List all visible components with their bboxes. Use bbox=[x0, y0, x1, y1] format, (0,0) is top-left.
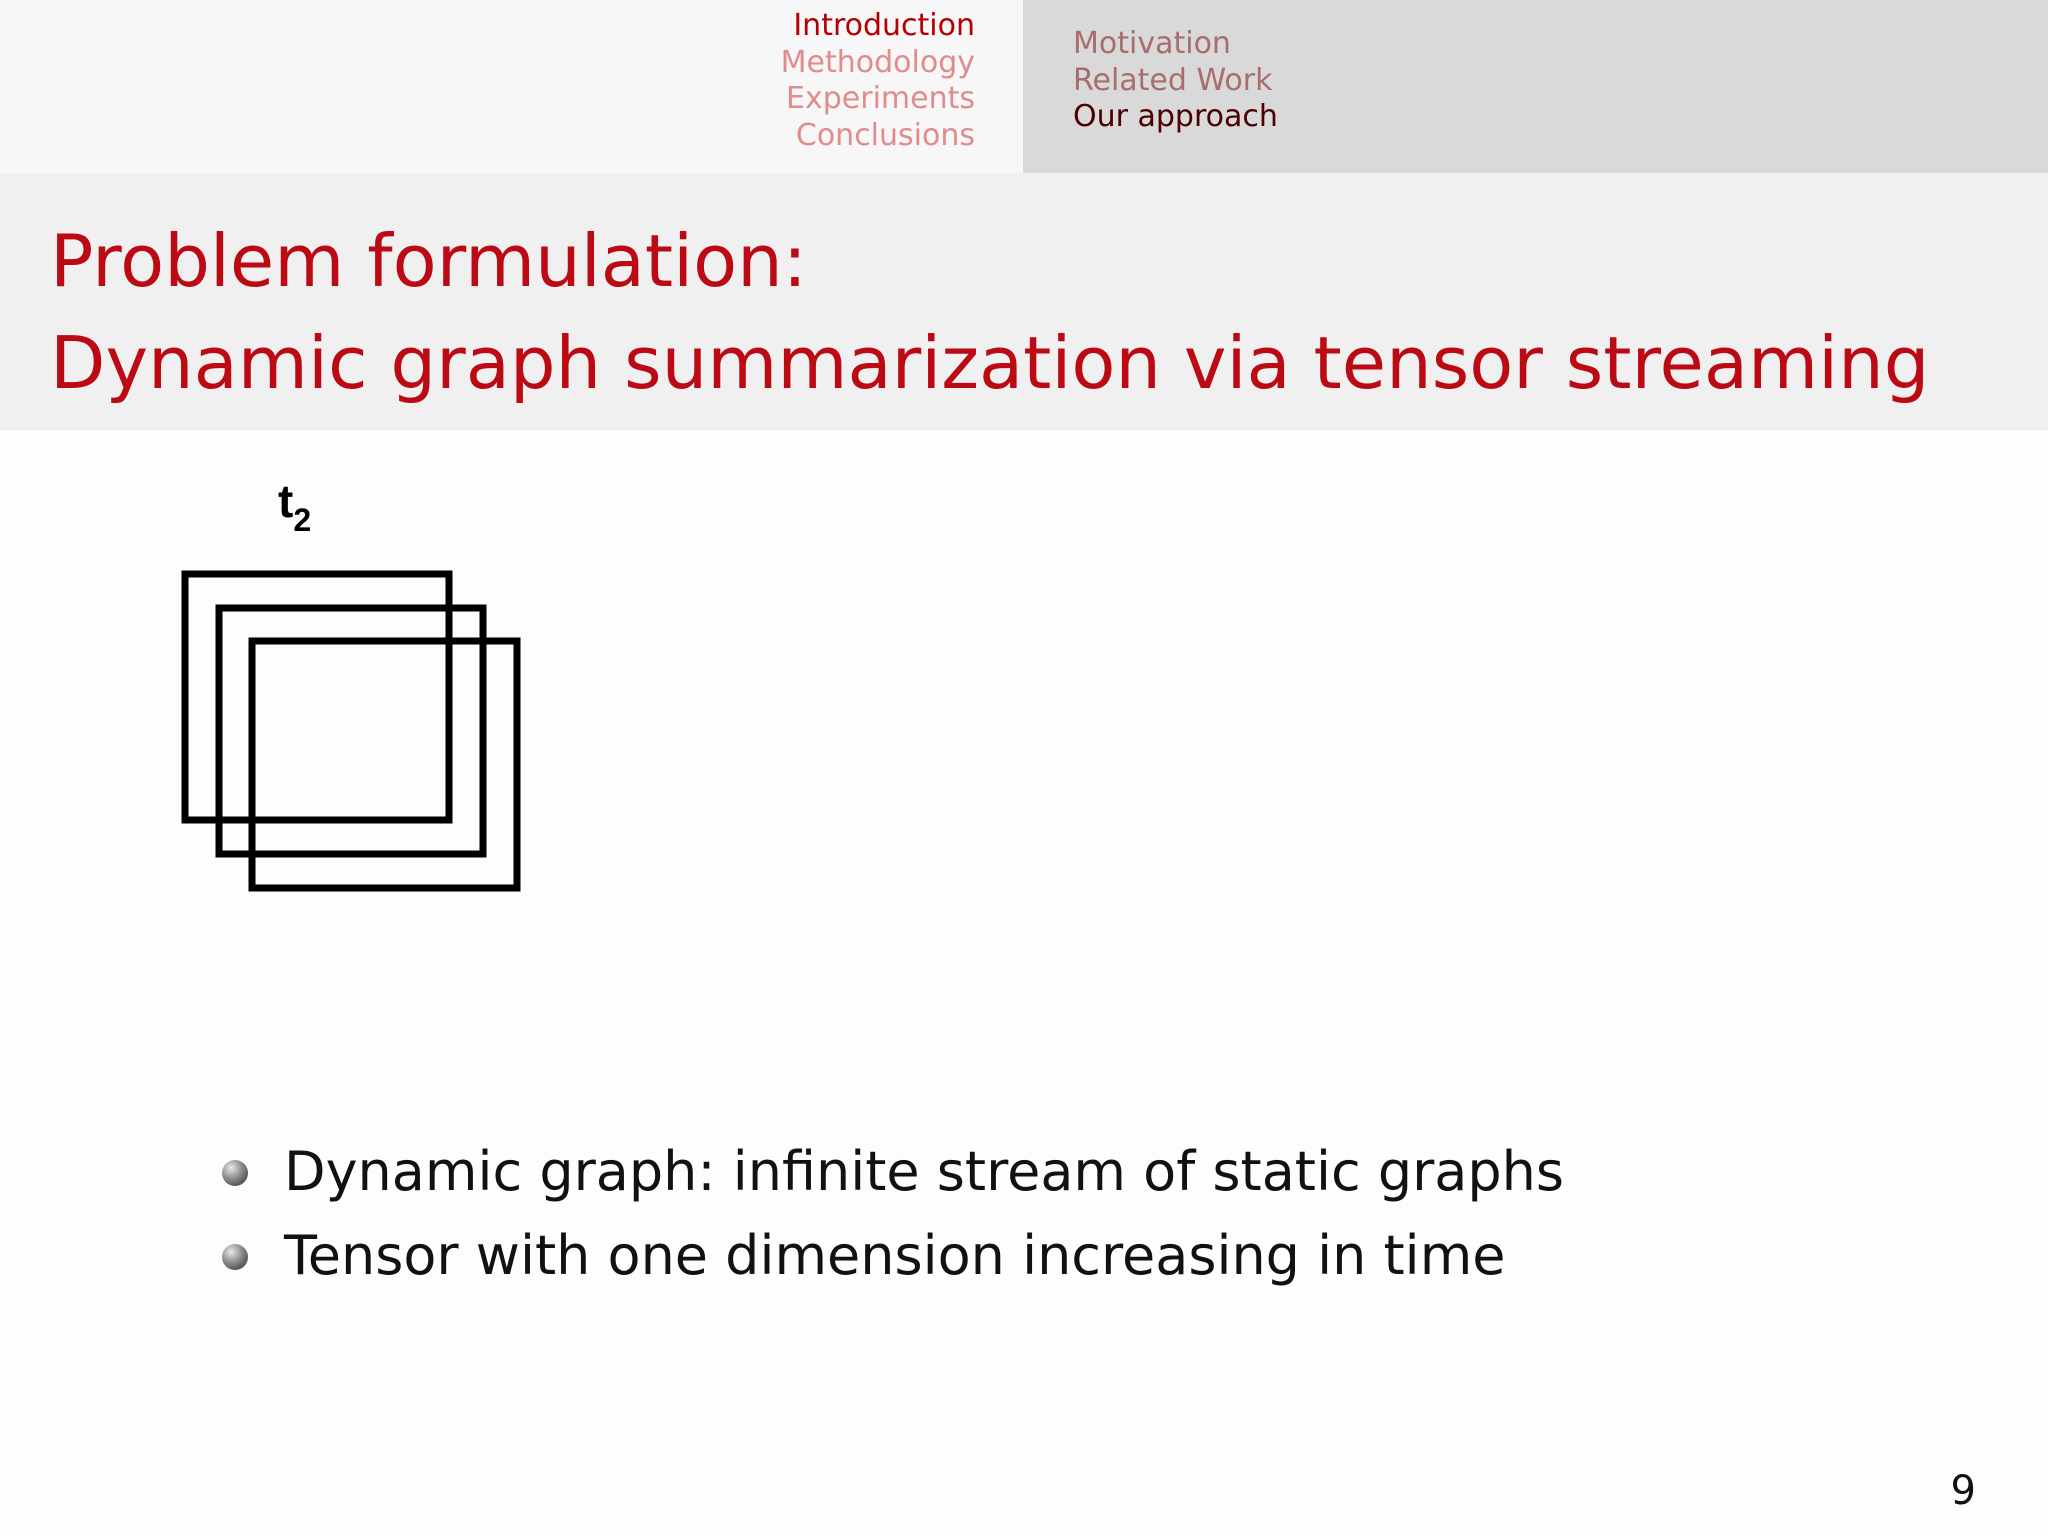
section-list bbox=[781, 8, 975, 154]
section-link-introduction[interactable]: Introduction bbox=[793, 8, 975, 43]
subsection-link-our-approach[interactable]: Our approach bbox=[1073, 99, 1278, 134]
bullet-marker-icon bbox=[222, 1160, 248, 1186]
section-link-conclusions[interactable]: Conclusions bbox=[795, 117, 975, 153]
time-label-subscript: 2 bbox=[293, 502, 312, 538]
subsection-link-motivation[interactable]: Motivation bbox=[1073, 26, 1231, 61]
slide-title bbox=[50, 210, 1929, 414]
section-link-experiments[interactable]: Experiments bbox=[786, 81, 975, 116]
bullet-item bbox=[222, 1214, 1564, 1298]
bullet-item bbox=[222, 1130, 1564, 1214]
bullet-list bbox=[222, 1130, 1564, 1298]
stacked-frames-diagram bbox=[0, 470, 600, 910]
bullet-marker-icon bbox=[222, 1244, 248, 1270]
slide-title-line-1: Problem formulation: bbox=[50, 219, 808, 303]
subsection-nav bbox=[1023, 0, 2048, 173]
page-number: 9 bbox=[1950, 1468, 1976, 1514]
subsection-link-related-work[interactable]: Related Work bbox=[1073, 62, 1273, 98]
section-nav bbox=[0, 0, 1023, 173]
subsection-list bbox=[1073, 26, 1278, 136]
tensor-stream-figure bbox=[0, 470, 600, 910]
bullet-text: Tensor with one dimension increasing in time bbox=[284, 1224, 1506, 1287]
time-label bbox=[278, 475, 311, 538]
bullet-text: Dynamic graph: infinite stream of static graphs bbox=[284, 1140, 1565, 1203]
slide-title-line-2: Dynamic graph summarization via tensor streaming bbox=[50, 321, 1930, 405]
section-link-methodology[interactable]: Methodology bbox=[780, 44, 975, 80]
time-label-base: t bbox=[278, 475, 294, 527]
